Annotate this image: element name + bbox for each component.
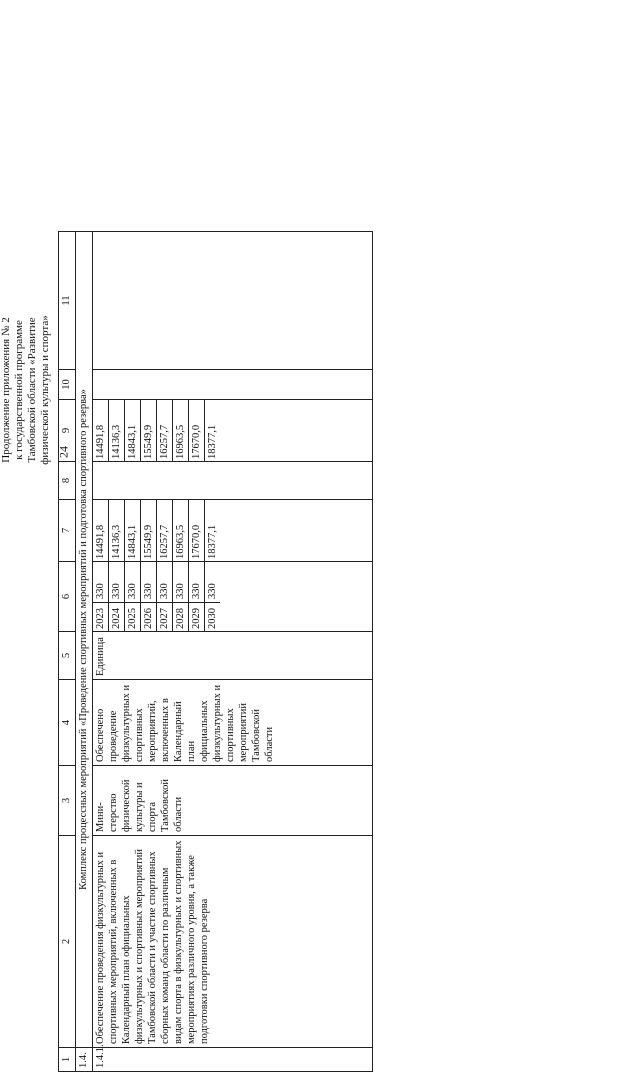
appendix-caption	[0, 240, 52, 540]
executor: Мини-стерство физической культуры и спорта Тамбовской области	[93, 766, 373, 836]
col7-value: 18377,1	[207, 524, 218, 559]
unit: Единица	[93, 632, 373, 680]
year: 2029	[189, 602, 204, 629]
caption-line: Тамбовской области «Развитие	[26, 317, 38, 463]
year-value: 330	[191, 583, 202, 599]
column-number: 5	[59, 632, 76, 680]
col9-value: 15549,9	[141, 400, 157, 461]
column-number-row	[59, 232, 76, 1072]
col9-value: 16257,7	[157, 400, 173, 461]
year-value: 330	[127, 583, 138, 599]
col9-value: 18377,1	[207, 424, 218, 459]
year-row	[141, 562, 157, 631]
year: 2024	[109, 602, 124, 629]
col7-value: 16963,5	[173, 500, 189, 561]
column-number: 1	[59, 1048, 76, 1072]
caption-line: Продолжение приложения № 2	[0, 317, 12, 463]
col7-value: 17670,0	[189, 500, 205, 561]
year-value: 330	[143, 583, 154, 599]
year: 2025	[125, 602, 140, 629]
row-number: 1.4.1.	[93, 1048, 373, 1072]
col7-value: 14136,3	[109, 500, 125, 561]
col7-value: 14843,1	[125, 500, 141, 561]
column-number: 6	[59, 562, 76, 632]
year-row	[157, 562, 173, 631]
year: 2027	[157, 602, 172, 629]
col9-value: 14843,1	[125, 400, 141, 461]
year-value: 330	[159, 583, 170, 599]
year: 2030	[205, 602, 220, 629]
year: 2026	[141, 602, 156, 629]
column-number: 11	[59, 232, 76, 370]
result-description: Обеспечено проведение физкультурных и спортивных мероприятий, включенных в Календарный план официальных физкультурных и спортивных мероприятий Тамбовской области	[93, 680, 373, 766]
year-values-cell	[93, 562, 373, 632]
col7-values-cell	[93, 500, 373, 562]
column-number: 9	[59, 400, 76, 462]
year-row	[205, 562, 220, 631]
col9-value: 14491,8	[93, 400, 109, 461]
col9-value: 16963,5	[173, 400, 189, 461]
col7-value: 14491,8	[93, 500, 109, 561]
activity-name: Обеспечение проведения физкультурных и спортивных мероприятий, включенных в Календарный план официальных физкультурных и спортивных мероприятий Тамбовской области и участие спортивных сборных команд области по различным видам спорта в физкультурных и спортивных мероприятиях различного уровня, а также подготовки спортивного резерва	[93, 836, 373, 1048]
year-row	[109, 562, 125, 631]
column-number: 2	[59, 836, 76, 1048]
caption-line: физической культуры и спорта»	[39, 315, 51, 465]
col9-values-cell	[93, 400, 373, 462]
section-row	[76, 232, 93, 1072]
year-row	[125, 562, 141, 631]
column-number: 7	[59, 500, 76, 562]
col8-empty	[93, 462, 373, 500]
year-row	[173, 562, 189, 631]
year: 2023	[93, 602, 108, 629]
table-row	[93, 232, 373, 1072]
col9-value: 14136,3	[109, 400, 125, 461]
col11-empty	[93, 232, 373, 370]
year-value: 330	[175, 583, 186, 599]
page-number: 24	[56, 446, 71, 458]
col10-empty	[93, 370, 373, 400]
col7-value: 16257,7	[157, 500, 173, 561]
section-title: Комплекс процессных мероприятий «Проведение спортивных мероприятий и подготовка спортивного резерва»	[76, 232, 93, 1048]
column-number: 10	[59, 370, 76, 400]
year-row	[93, 562, 109, 631]
col7-value: 15549,9	[141, 500, 157, 561]
col9-value: 17670,0	[189, 400, 205, 461]
year-row	[189, 562, 205, 631]
year-value: 330	[111, 583, 122, 599]
year: 2028	[173, 602, 188, 629]
year-value: 330	[95, 583, 106, 599]
caption-line: к государственной программе	[13, 320, 25, 460]
column-number: 8	[59, 462, 76, 500]
section-number: 1.4.	[76, 1048, 93, 1072]
year-value: 330	[207, 583, 218, 599]
rotated-page-content	[0, 232, 488, 1072]
column-number: 4	[59, 680, 76, 766]
program-table	[58, 231, 373, 1072]
column-number: 3	[59, 766, 76, 836]
